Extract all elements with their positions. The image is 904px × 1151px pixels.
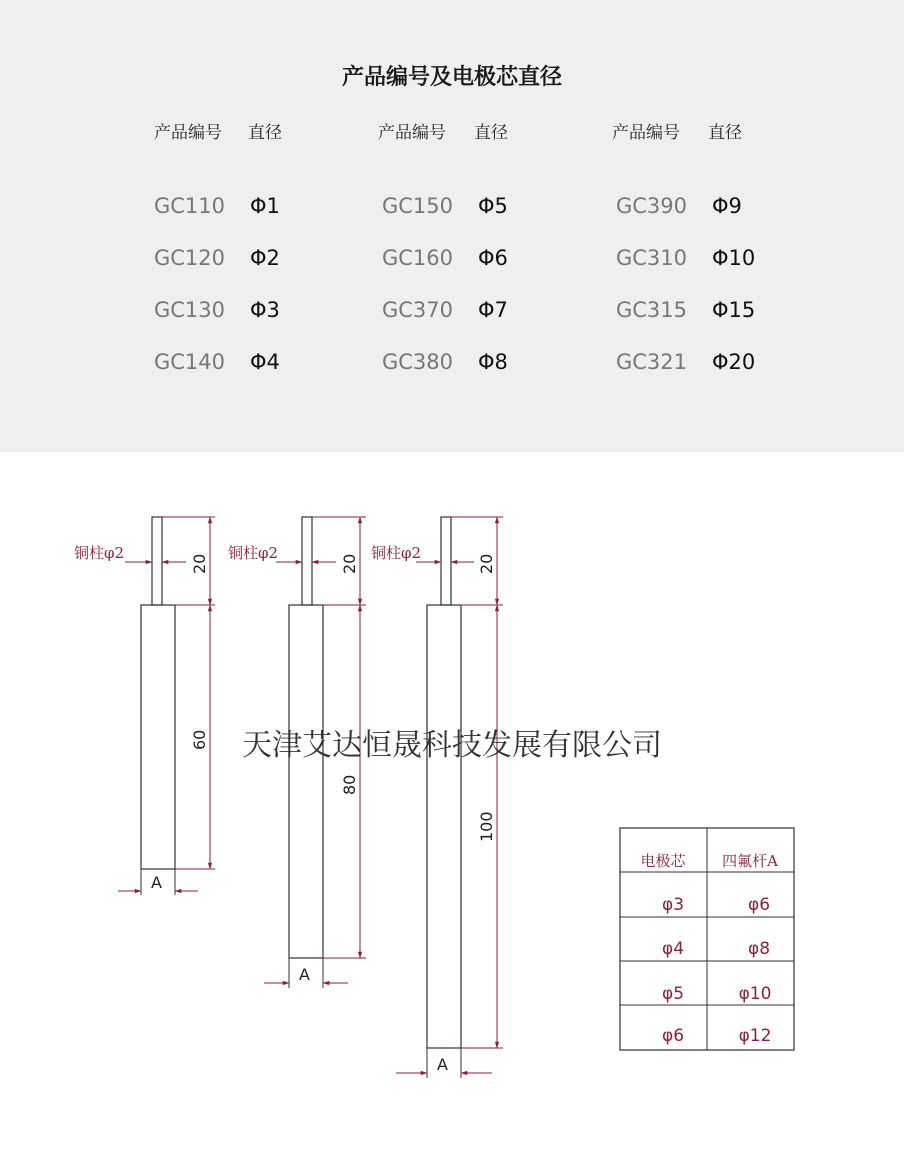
table-cell: φ12 [738,1026,772,1046]
table-cell: φ6 [747,895,771,915]
diameter-header: 直径 [248,123,282,143]
product-row [612,192,832,270]
product-diameter: Φ4 [250,350,280,374]
code-header: 产品编号 [378,123,446,143]
product-diameter: Φ1 [250,194,280,218]
electrode-body [141,605,175,869]
product-diameter: Φ10 [712,246,756,270]
diameter-header: 直径 [474,123,508,143]
product-diameter: Φ2 [250,246,280,270]
table-cell: φ8 [747,939,771,959]
copper-pin [441,517,451,605]
product-row [612,296,832,374]
product-column-3 [612,118,832,374]
product-row [154,192,374,270]
table-cell: φ5 [661,984,685,1004]
electrode-drawing [0,452,904,1151]
top-dimension-label: 20 [340,553,359,574]
width-label: A [437,1055,448,1074]
table-header: 四氟杆A [722,852,778,870]
code-header: 产品编号 [154,123,222,143]
product-diameter: Φ5 [478,194,508,218]
product-diameter: Φ7 [478,298,508,322]
product-code: GC390 [616,194,688,218]
product-code: GC310 [616,246,688,270]
product-column-2 [378,118,598,374]
product-diameter: Φ6 [478,246,508,270]
product-code: GC315 [616,298,688,322]
product-diameter: Φ8 [478,350,508,374]
product-code: GC140 [154,350,226,374]
product-code: GC130 [154,298,226,322]
copper-pin [152,517,162,605]
column-header [154,118,374,143]
product-code: GC380 [382,350,454,374]
electrode-body [427,605,461,1048]
body-dimension-label: 80 [340,774,359,795]
table-cell: φ3 [661,895,685,915]
product-code: GC120 [154,246,226,270]
width-label: A [151,873,162,892]
product-row [154,244,374,322]
product-code: GC370 [382,298,454,322]
table-cell: φ4 [661,939,685,959]
product-row [378,244,598,322]
electrode-3 [371,517,503,1078]
product-code: GC160 [382,246,454,270]
product-column-1 [154,118,374,374]
electrode-body [289,605,323,958]
column-header [612,118,832,143]
table-cell: φ6 [661,1026,685,1046]
product-row [378,140,598,218]
product-spec-panel [0,0,904,452]
copper-pin-label: 铜柱φ2 [74,544,125,562]
product-row [612,140,832,218]
product-code: GC321 [616,350,688,374]
width-label: A [299,965,310,984]
top-dimension-label: 20 [477,553,496,574]
product-row [154,296,374,374]
product-diameter: Φ9 [712,194,742,218]
product-row [154,140,374,218]
copper-pin-label: 铜柱φ2 [371,544,422,562]
product-diameter: Φ3 [250,298,280,322]
company-name-text: 天津艾达恒晟科技发展有限公司 [242,728,662,763]
product-diameter: Φ15 [712,298,756,322]
copper-pin [302,517,312,605]
table-cell: φ10 [738,984,772,1004]
copper-pin-label: 铜柱φ2 [228,544,279,562]
electrode-1 [74,517,215,895]
product-row [612,244,832,322]
body-dimension-label: 100 [477,811,496,842]
product-code: GC110 [154,194,226,218]
product-diameter: Φ20 [712,350,756,374]
table-header: 电极芯 [640,852,686,870]
column-header [378,118,598,143]
body-dimension-label: 60 [190,729,209,750]
product-code: GC150 [382,194,454,218]
product-row [378,296,598,374]
spec-table [620,828,794,1050]
product-row [378,192,598,270]
code-header: 产品编号 [612,123,680,143]
diameter-header: 直径 [708,123,742,143]
panel-title: 产品编号及电极芯直径 [341,65,562,90]
top-dimension-label: 20 [190,553,209,574]
